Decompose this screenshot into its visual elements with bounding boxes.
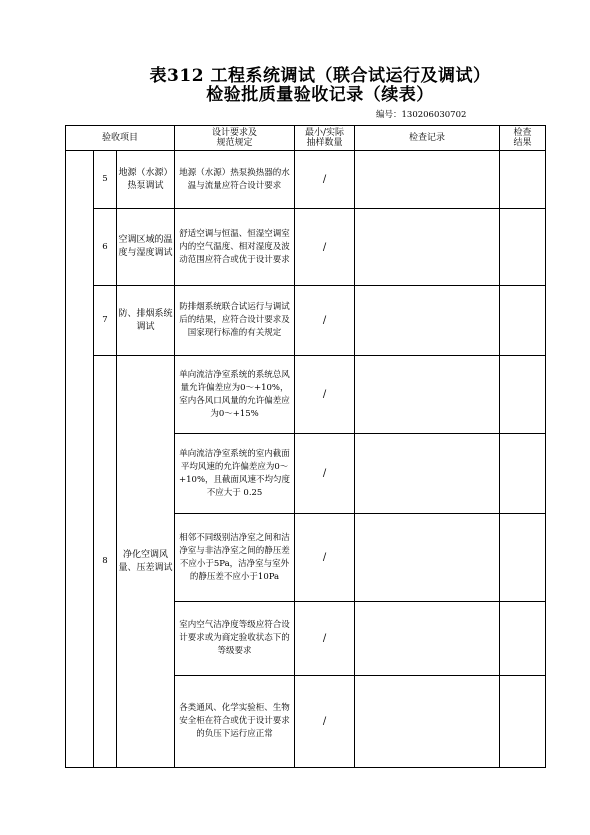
row-result[interactable]: [500, 356, 546, 434]
row-number: 6: [94, 209, 117, 286]
row-record[interactable]: [355, 356, 500, 434]
row-sample: /: [295, 514, 355, 602]
row-sample: /: [295, 356, 355, 434]
col-header-sample-text: 最小/实际 抽样数量: [305, 128, 345, 148]
row-item: 空调区域的温度与湿度调试: [117, 209, 175, 286]
col-header-spec: [175, 126, 295, 151]
form-code: 编号：130206030702: [376, 110, 467, 120]
row-number: 8: [94, 356, 117, 768]
row-sample: /: [295, 434, 355, 514]
row-sample: /: [295, 209, 355, 286]
table-row: [66, 151, 546, 209]
inspection-table: [65, 125, 546, 768]
row-record[interactable]: [355, 286, 500, 356]
row-result[interactable]: [500, 151, 546, 209]
row-record[interactable]: [355, 151, 500, 209]
row-number: 7: [94, 286, 117, 356]
row-sample: /: [295, 676, 355, 768]
row-record[interactable]: [355, 514, 500, 602]
row-number: 5: [94, 151, 117, 209]
row-requirement: 地源（水源）热泵换热器的水温与流量应符合设计要求: [175, 151, 295, 209]
row-item: 防、排烟系统调试: [117, 286, 175, 356]
row-item: 净化空调风量、压差调试: [117, 356, 175, 768]
col-header-spec-text: 设计要求及 规范规定: [212, 128, 258, 148]
row-record[interactable]: [355, 209, 500, 286]
col-header-result-text: 检查 结果: [513, 128, 532, 148]
row-sample: /: [295, 602, 355, 676]
row-result[interactable]: [500, 676, 546, 768]
col-header-item: 验收项目: [66, 126, 175, 151]
blank-left-cell: [66, 151, 94, 768]
row-result[interactable]: [500, 602, 546, 676]
col-header-result: [500, 126, 546, 151]
page-subtitle: 检验批质量验收记录（续表）: [206, 85, 434, 105]
row-requirement: 各类通风、化学实验柜、生物安全柜在符合或优于设计要求的负压下运行应正常: [175, 676, 295, 768]
table-row: [66, 209, 546, 286]
row-requirement: 单向流洁净室系统的系统总风量允许偏差应为0～+10%，室内各风口风量的允许偏差应为0～+15%: [175, 356, 295, 434]
row-result[interactable]: [500, 286, 546, 356]
row-result[interactable]: [500, 209, 546, 286]
row-requirement: 相邻不同级别洁净室之间和洁净室与非洁净室之间的静压差不应小于5Pa，洁净室与室外的静压差不应小于10Pa: [175, 514, 295, 602]
row-sample: /: [295, 286, 355, 356]
row-requirement: 舒适空调与恒温、恒湿空调室内的空气温度、相对湿度及波动范围应符合或优于设计要求: [175, 209, 295, 286]
header-row: [66, 126, 546, 151]
row-record[interactable]: [355, 602, 500, 676]
row-item: 地源（水源）热泵调试: [117, 151, 175, 209]
row-result[interactable]: [500, 434, 546, 514]
row-requirement: 单向流洁净室系统的室内截面平均风速的允许偏差应为0～+10%，且截面风速不均匀度不应大于 0.25: [175, 434, 295, 514]
row-requirement: 防排烟系统联合试运行与调试后的结果，应符合设计要求及国家现行标准的有关规定: [175, 286, 295, 356]
table-row: [66, 356, 546, 434]
row-requirement: 室内空气洁净度等级应符合设计要求或为商定验收状态下的等级要求: [175, 602, 295, 676]
row-sample: /: [295, 151, 355, 209]
col-header-record: 检查记录: [355, 126, 500, 151]
col-header-sample: [295, 126, 355, 151]
row-result[interactable]: [500, 514, 546, 602]
page-title: 表312 工程系统调试（联合试运行及调试）: [149, 66, 491, 86]
row-record[interactable]: [355, 434, 500, 514]
row-record[interactable]: [355, 676, 500, 768]
table-row: [66, 286, 546, 356]
